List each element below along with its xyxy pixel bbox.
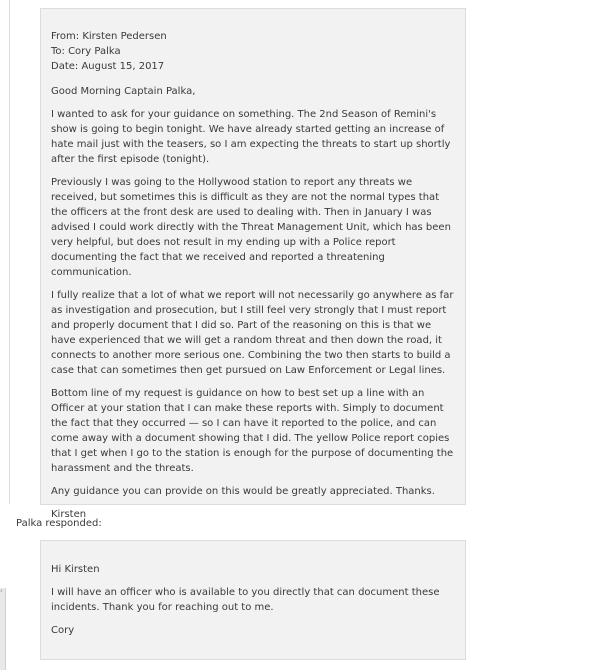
article-text-palka-responded: Palka responded: [16, 518, 102, 529]
email-paragraph: Previously I was going to the Hollywood station to report any threats we received, but sometimes this is difficult as they are not the normal types that the officers at the front desk are used to dealing with. Then in January I was advised I could work directly with the Threat Management Unit, which has been very helpful, but does not result in my ending up with a Police report documenting the fact that we received and reported a threatening communication. [51, 177, 451, 278]
email-paragraph: I wanted to ask for your guidance on something. The 2nd Season of Remini's show is going to begin tonight. We have already started getting an increase of hate mail just with the teasers, so I am expecting the threats to start up shortly after the first episode (tonight). [51, 109, 451, 165]
email-paragraph: Bottom line of my request is guidance on how to best set up a line with an Officer at your station that I can make these reports with. Simply to document the fact that they occurred — so I can have it reported to the police, and can come away with a document showing that I did. The yellow Police report copies that I get when I go to the station is enough for the purpose of documenting the harassment and the threats. [51, 388, 454, 474]
email-greeting: Hi Kirsten [51, 564, 100, 575]
email-to: To: Cory Palka [51, 46, 121, 57]
email-paragraph: Any guidance you can provide on this would be greatly appreciated. Thanks. [51, 486, 435, 497]
email-date: Date: August 15, 2017 [51, 61, 165, 72]
email-paragraph: I will have an officer who is available to you directly that can document these incidents. Thank you for reaching out to me. [51, 587, 440, 613]
email-greeting: Good Morning Captain Palka, [51, 86, 196, 97]
email-paragraph: I fully realize that a lot of what we report will not necessarily go anywhere as far as investigation and prosecution, but I still feel very strongly that I must report and properly document that I did so. Part of the reasoning on this is that we have experienced that we will get a random threat and then down the road, it connects to another more serious one. Combining the two then starts to build a case that can sometimes then get pursued on Law Enforcement or Legal lines. [51, 290, 454, 376]
email-quote-kirsten [40, 8, 466, 520]
email-signature: Cory [51, 625, 75, 636]
edge-arrow-icon: ‹ [0, 587, 3, 595]
left-edge-scroll-strip [0, 588, 6, 670]
email-from: From: Kirsten Pedersen [51, 31, 167, 42]
left-border-rule [9, 0, 10, 504]
email-quote-cory [40, 540, 466, 660]
email-signature: Kirsten [51, 509, 87, 520]
email-header [51, 29, 455, 74]
